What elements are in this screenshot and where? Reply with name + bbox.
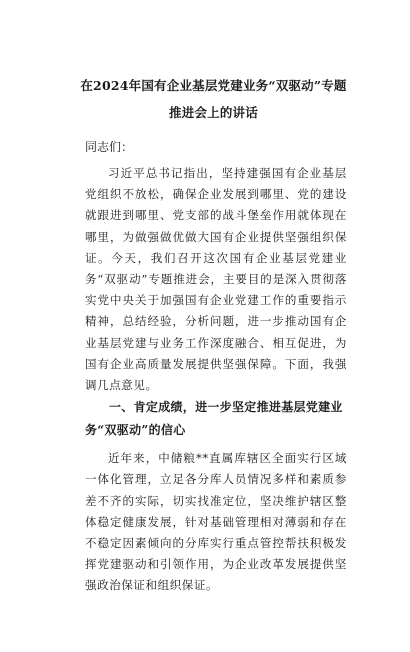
body-paragraph: 习近平总书记指出，坚持建强国有企业基层党组织不放松，确保企业发展到哪里、党的建设就跟进到哪里、党支部的战斗堡垒作用就体现在哪里，为做强做优做大国有企业提供坚强组织保证。今天，我们召开这次国有企业基层党建业务“双驱动”专题推进会，主要目的是深入贯彻落实党中央关于加强国有企业党建工作的重要指示精神，总结经验，分析问题，进一步推动国有企业基层党建与业务工作深度融合、相互促进，为国有企业高质量发展提供坚强保障。下面，我强调几点意见。 — [85, 166, 347, 393]
document-title: 在2024年国有企业基层党建业务“双驱动”专题推进会上的讲话 — [80, 78, 347, 120]
section-heading: 一、肯定成绩，进一步坚定推进基层党建业务“双驱动”的信心 — [85, 400, 343, 438]
document-page — [0, 72, 410, 652]
salutation: 同志们： — [85, 140, 134, 154]
section-paragraph: 近年来，中储粮**直属库辖区全面实行区域一体化管理，立足各分库人员情况多样和素质参差不齐的实际，切实找准定位，坚决维护辖区整体稳定健康发展，针对基础管理相对薄弱和存在不稳定因素倾向的分库实行重点管控帮扶积极发挥党建驱动和引领作用，为企业改革发展提供坚强政治保证和组织保证。 — [85, 451, 347, 593]
